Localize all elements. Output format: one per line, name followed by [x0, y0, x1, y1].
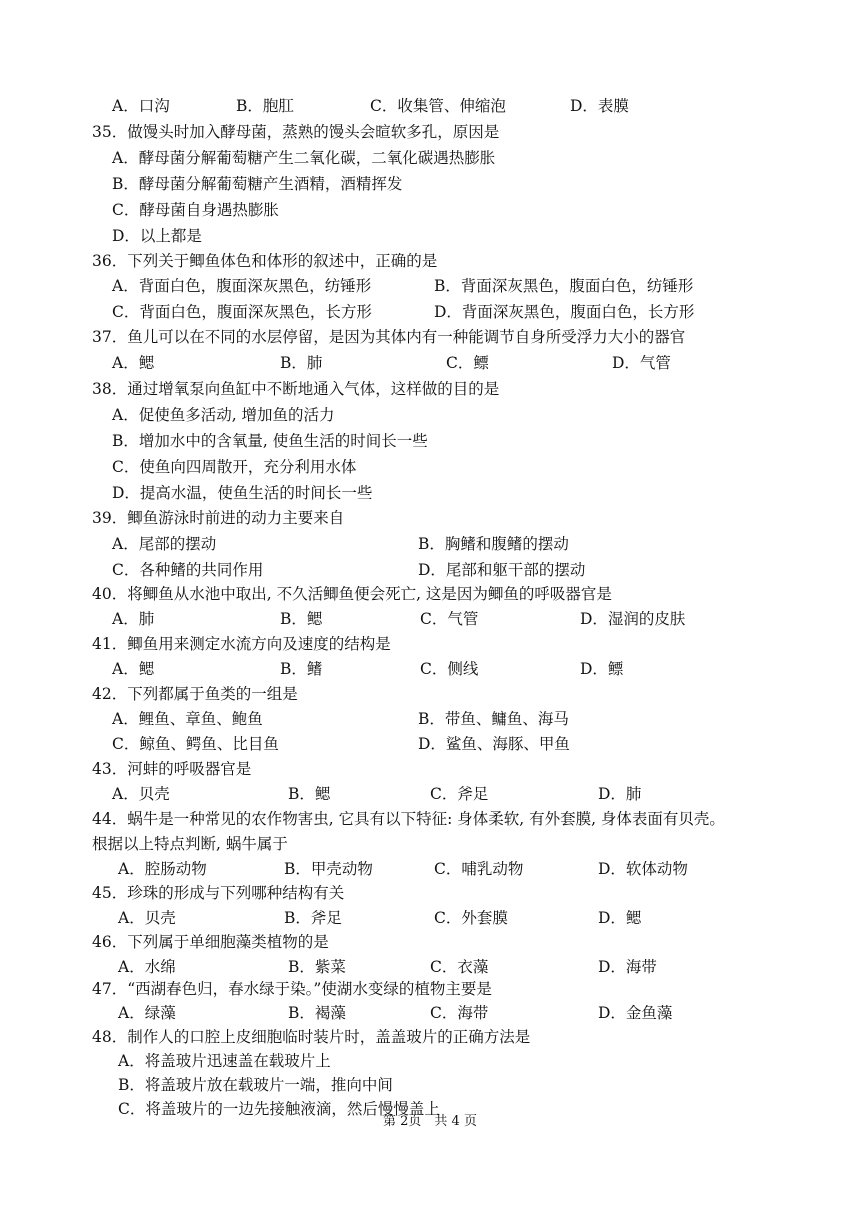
option: A．肺	[112, 610, 155, 628]
option: C．收集管、伸缩泡	[370, 97, 506, 115]
page-footer: 第 2页 共 4 页	[383, 1114, 477, 1129]
option: B．背面深灰黑色，腹面白色，纺锤形	[434, 277, 694, 295]
option-row	[0, 731, 860, 757]
option: C．将盖玻片的一边先接触液滴，然后慢慢盖上	[118, 1100, 440, 1118]
option: D．鲨鱼、海豚、甲鱼	[418, 735, 570, 753]
option: D．软体动物	[598, 860, 688, 878]
question-stem	[0, 976, 860, 1002]
option: B．胸鳍和腹鳍的摆动	[418, 535, 569, 553]
option: D．金鱼藻	[598, 1004, 673, 1022]
option-row	[0, 1072, 860, 1098]
option-row	[0, 905, 860, 931]
question-text: 37．鱼儿可以在不同的水层停留，是因为其体内有一种能调节自身所受浮力大小的器官	[92, 328, 686, 346]
option: C．外套膜	[434, 909, 508, 927]
option: A．水绵	[118, 958, 176, 976]
option-row	[0, 656, 860, 682]
option: C．海带	[430, 1004, 489, 1022]
option: C．酵母菌自身遇热膨胀	[112, 201, 279, 219]
question-text: 45．珍珠的形成与下列哪种结构有关	[92, 884, 345, 902]
option: B．增加水中的含氧量, 使鱼生活的时间长一些	[112, 432, 428, 450]
option-row	[0, 223, 860, 249]
option-row	[0, 1000, 860, 1026]
question-text: 42．下列都属于鱼类的一组是	[92, 685, 298, 703]
option: A．贝壳	[112, 785, 170, 803]
option: B．鳃	[280, 610, 323, 628]
option: C．斧足	[430, 785, 489, 803]
question-text: 39．鲫鱼游泳时前进的动力主要来自	[92, 509, 345, 527]
question-text: 35．做馒头时加入酵母菌，蒸熟的馒头会暄软多孔，原因是	[92, 123, 500, 141]
option: C．各种鳍的共同作用	[112, 561, 264, 579]
option: A．将盖玻片迅速盖在载玻片上	[118, 1052, 331, 1070]
question-stem	[0, 681, 860, 707]
option: B．紫菜	[288, 958, 346, 976]
question-stem	[0, 929, 860, 955]
option-row	[0, 454, 860, 480]
question-stem	[0, 806, 860, 832]
option: D．气管	[612, 354, 671, 372]
option: A．口沟	[112, 97, 170, 115]
option: D．背面深灰黑色，腹面白色，长方形	[434, 303, 695, 321]
option-row	[0, 856, 860, 882]
option-row	[0, 299, 860, 325]
option-row	[0, 531, 860, 557]
option: C．哺乳动物	[434, 860, 524, 878]
option: B．褐藻	[288, 1004, 346, 1022]
question-stem-continued	[0, 831, 860, 857]
question-text: 38．通过增氧泵向鱼缸中不断地通入气体，这样做的目的是	[92, 380, 500, 398]
option: C．气管	[420, 610, 479, 628]
option-row	[0, 93, 860, 119]
option-row	[0, 145, 860, 171]
question-stem	[0, 119, 860, 145]
option-row	[0, 273, 860, 299]
option: A．背面白色，腹面深灰黑色，纺锤形	[112, 277, 372, 295]
question-stem	[0, 756, 860, 782]
option: B．斧足	[284, 909, 342, 927]
option-row	[0, 197, 860, 223]
option: D．湿润的皮肤	[580, 610, 686, 628]
option-row	[0, 171, 860, 197]
option-row	[0, 1048, 860, 1074]
option: D．鳔	[580, 660, 624, 678]
option: D．尾部和躯干部的摆动	[418, 561, 586, 579]
option: C．背面白色，腹面深灰黑色，长方形	[112, 303, 372, 321]
option: B．带鱼、鳙鱼、海马	[418, 710, 569, 728]
question-text: 48．制作人的口腔上皮细胞临时装片时，盖盖玻片的正确方法是	[92, 1028, 531, 1046]
option: C．衣藻	[430, 958, 489, 976]
option: B．酵母菌分解葡萄糖产生酒精，酒精挥发	[112, 175, 403, 193]
option: B．鳍	[280, 660, 323, 678]
option: D．肺	[598, 785, 642, 803]
option: D．提高水温，使鱼生活的时间长一些	[112, 484, 373, 502]
option: B．胞肛	[236, 97, 294, 115]
option-row	[0, 428, 860, 454]
option: A．尾部的摆动	[112, 535, 217, 553]
question-stem	[0, 376, 860, 402]
question-stem	[0, 248, 860, 274]
option-row	[0, 557, 860, 583]
option: A．促使鱼多活动, 增加鱼的活力	[112, 406, 335, 424]
option: B．甲壳动物	[284, 860, 373, 878]
question-text: 根据以上特点判断, 蜗牛属于	[92, 835, 288, 853]
option: A．鳃	[112, 354, 155, 372]
option: B．将盖玻片放在载玻片一端，推向中间	[118, 1076, 393, 1094]
question-text: 46．下列属于单细胞藻类植物的是	[92, 933, 329, 951]
option: C．鲸鱼、鳄鱼、比目鱼	[112, 735, 279, 753]
option: D．鳃	[598, 909, 642, 927]
question-stem	[0, 581, 860, 607]
option: A．鳃	[112, 660, 155, 678]
option-row	[0, 402, 860, 428]
option: D．海带	[598, 958, 657, 976]
question-stem	[0, 505, 860, 531]
option: C．鳔	[446, 354, 489, 372]
question-text: 40．将鲫鱼从水池中取出, 不久活鲫鱼便会死亡, 这是因为鲫鱼的呼吸器官是	[92, 585, 612, 603]
option: B．鳃	[288, 785, 331, 803]
option-row	[0, 480, 860, 506]
option: A．酵母菌分解葡萄糖产生二氧化碳，二氧化碳遇热膨胀	[112, 149, 496, 167]
question-stem	[0, 880, 860, 906]
question-text: 43．河蚌的呼吸器官是	[92, 760, 252, 778]
option-row	[0, 781, 860, 807]
option: A．鲤鱼、章鱼、鲍鱼	[112, 710, 263, 728]
option-row	[0, 606, 860, 632]
option-row	[0, 706, 860, 732]
option: C．侧线	[420, 660, 479, 678]
question-text: 47．“西湖春色归，春水绿于染。”使湖水变绿的植物主要是	[92, 980, 492, 998]
option: A．腔肠动物	[118, 860, 207, 878]
option: A．贝壳	[118, 909, 176, 927]
option: B．肺	[280, 354, 323, 372]
option: D．以上都是	[112, 227, 202, 245]
option-row	[0, 350, 860, 376]
question-text: 36．下列关于鲫鱼体色和体形的叙述中，正确的是	[92, 252, 438, 270]
question-stem	[0, 631, 860, 657]
option: A．绿藻	[118, 1004, 176, 1022]
option: C．使鱼向四周散开，充分利用水体	[112, 458, 357, 476]
question-stem	[0, 324, 860, 350]
question-text: 44．蜗牛是一种常见的农作物害虫, 它具有以下特征: 身体柔软, 有外套膜, 身体表面有贝壳。	[92, 810, 725, 828]
question-text: 41．鲫鱼用来测定水流方向及速度的结构是	[92, 635, 391, 653]
option: D．表膜	[570, 97, 629, 115]
question-stem	[0, 1024, 860, 1050]
